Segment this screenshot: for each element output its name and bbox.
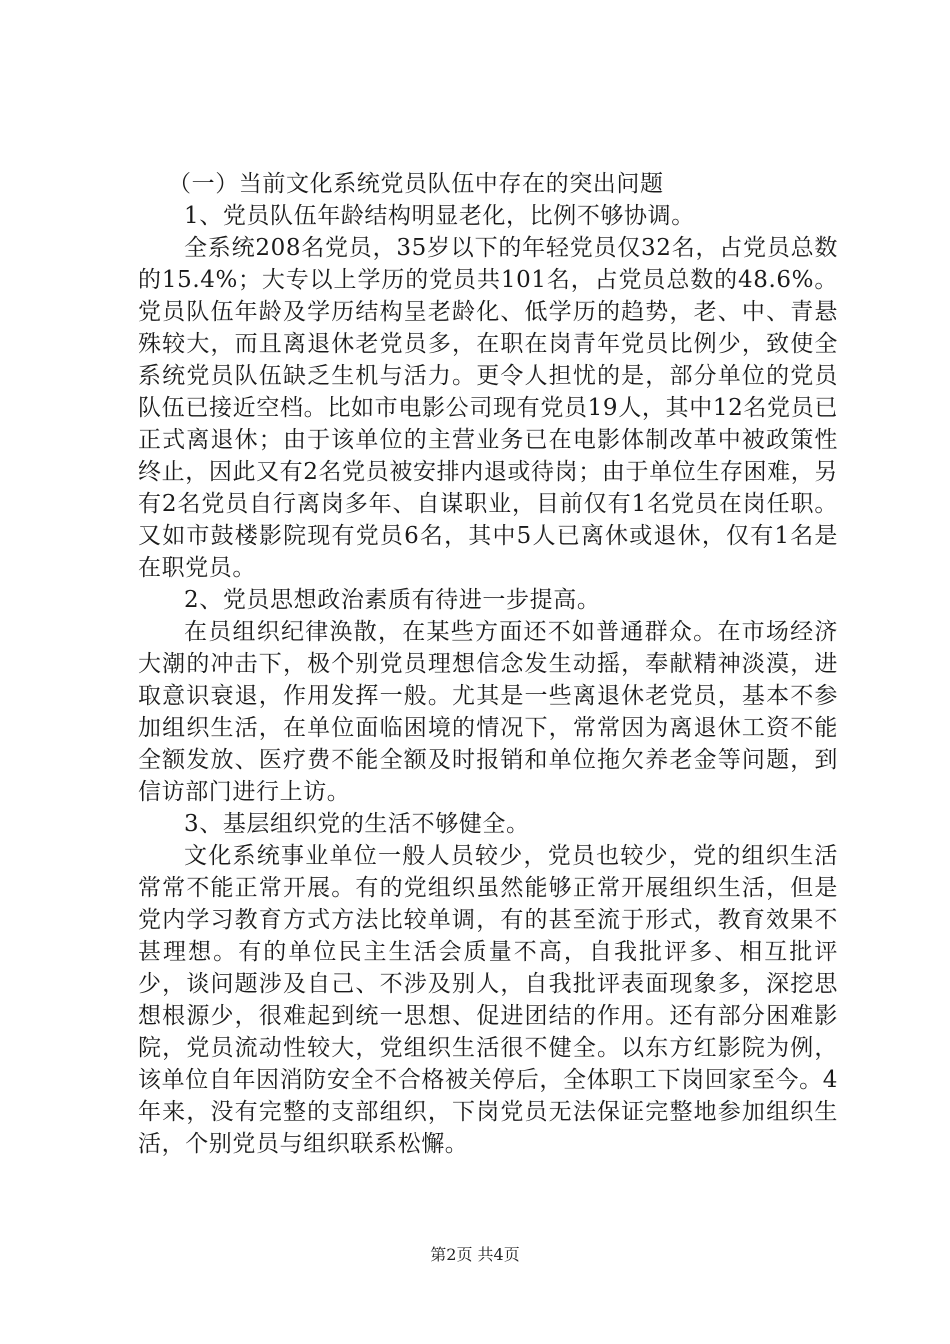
section-heading: （一）当前文化系统党员队伍中存在的突出问题 — [168, 171, 664, 197]
document-body — [138, 168, 838, 1160]
paragraph-1: 全系统208名党员，35岁以下的年轻党员仅32名，占党员总数的15.4%；大专以上学历的党员共101名，占党员总数的48.6%。党员队伍年龄及学历结构呈老龄化、低学历的趋势，老、中、青悬殊较大，而且离退休老党员多，在职在岗青年党员比例少，致使全系统党员队伍缺乏生机与活力。更令人担忧的是，部分单位的党员队伍已接近空档。比如市电影公司现有党员19人，其中12名党员已正式离退休；由于该单位的主营业务已在电影体制改革中被政策性终止，因此又有2名党员被安排内退或待岗；由于单位生存困难，另有2名党员自行离岗多年、自谋职业，目前仅有1名党员在岗任职。又如市鼓楼影院现有党员6名，其中5人已离休或退休，仅有1名是在职党员。 — [138, 235, 838, 581]
subheading-3: 3、基层组织党的生活不够健全。 — [184, 811, 530, 837]
subheading-2: 2、党员思想政治素质有待进一步提高。 — [184, 587, 601, 613]
subheading-1: 1、党员队伍年龄结构明显老化，比例不够协调。 — [184, 203, 695, 229]
paragraph-2: 在员组织纪律涣散，在某些方面还不如普通群众。在市场经济大潮的冲击下，极个别党员理想信念发生动摇，奉献精神淡漠，进取意识衰退，作用发挥一般。尤其是一些离退休老党员，基本不参加组织生活，在单位面临困境的情况下，常常因为离退休工资不能全额发放、医疗费不能全额及时报销和单位拖欠养老金等问题，到信访部门进行上访。 — [138, 619, 838, 805]
paragraph-3: 文化系统事业单位一般人员较少，党员也较少，党的组织生活常常不能正常开展。有的党组织虽然能够正常开展组织生活，但是党内学习教育方式方法比较单调，有的甚至流于形式，教育效果不甚理想。有的单位民主生活会质量不高，自我批评多、相互批评少，谈问题涉及自己、不涉及别人，自我批评表面现象多，深挖思想根源少，很难起到统一思想、促进团结的作用。还有部分困难影院，党员流动性较大，党组织生活很不健全。以东方红影院为例，该单位自年因消防安全不合格被关停后，全体职工下岗回家至今。4年来，没有完整的支部组织，下岗党员无法保证完整地参加组织生活，个别党员与组织联系松懈。 — [138, 843, 838, 1157]
page-footer: 第2页 共4页 — [430, 1245, 520, 1264]
